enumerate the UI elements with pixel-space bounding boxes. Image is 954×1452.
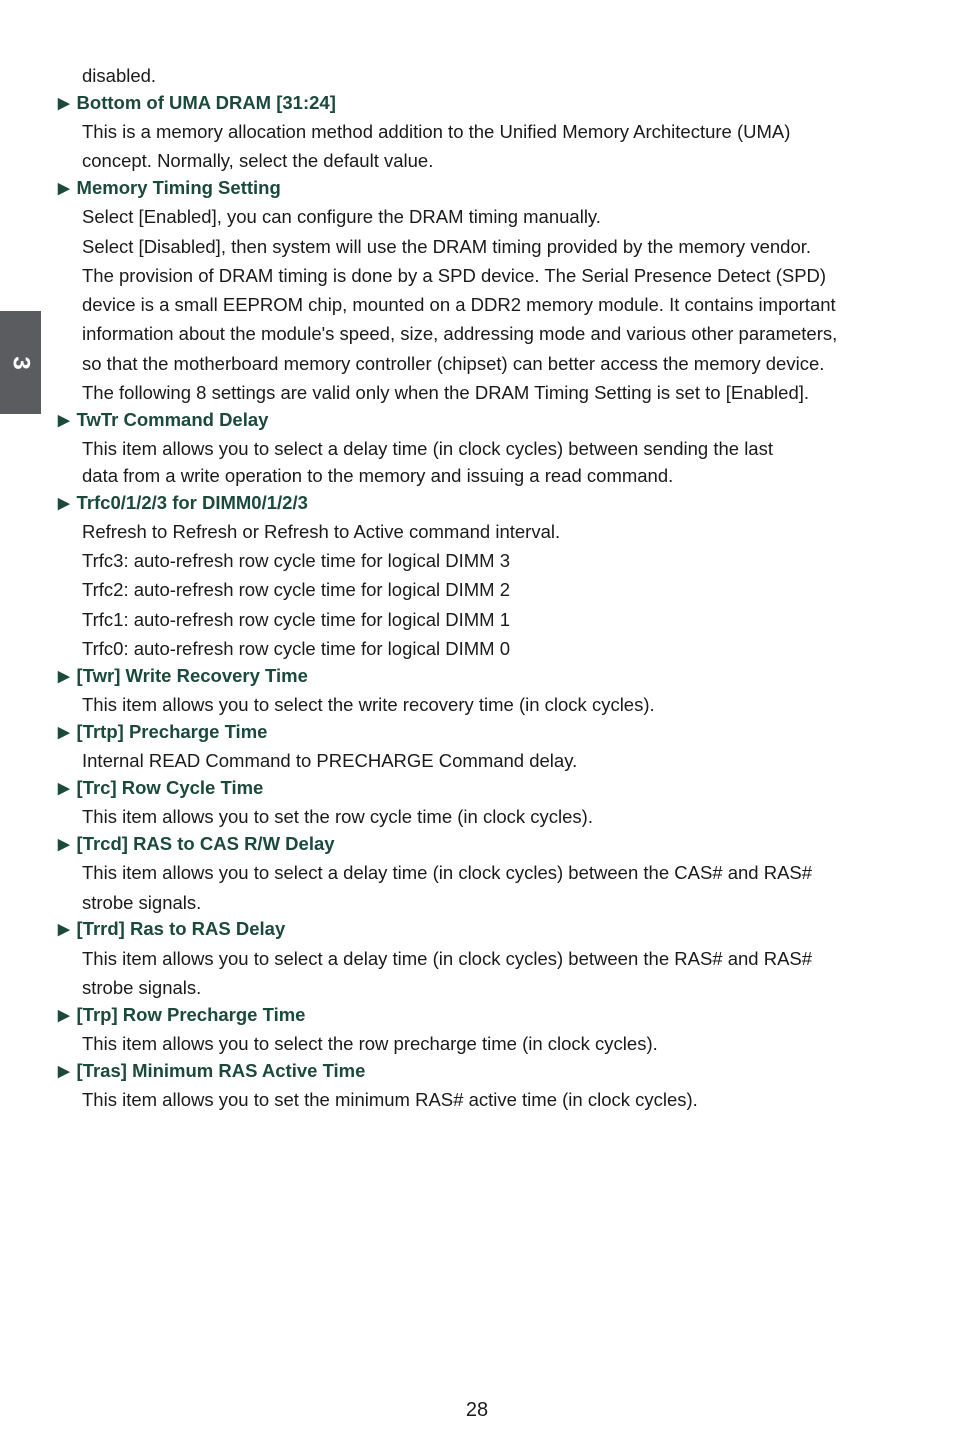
play-arrow-icon: ▶	[58, 1063, 70, 1080]
play-arrow-icon: ▶	[58, 495, 70, 512]
body-line: Select [Disabled], then system will use the DRAM timing provided by the memory vendor.	[82, 236, 812, 257]
body-line: This item allows you to set the minimum RAS# active time (in clock cycles).	[82, 1089, 698, 1110]
body-line: Trfc3: auto-refresh row cycle time for logical DIMM 3	[82, 550, 511, 571]
intro-tail-text: disabled.	[82, 65, 157, 86]
page-number: 28	[465, 1399, 489, 1421]
section-heading: ▶ [Twr] Write Recovery Time	[58, 665, 308, 686]
play-arrow-icon: ▶	[58, 412, 70, 429]
body-line: This item allows you to select a delay time (in clock cycles) between the CAS# and RAS#	[82, 862, 813, 883]
section-heading: ▶ [Tras] Minimum RAS Active Time	[58, 1060, 366, 1081]
section-heading: ▶ [Trc] Row Cycle Time	[58, 777, 264, 798]
body-line: Trfc2: auto-refresh row cycle time for logical DIMM 2	[82, 579, 511, 600]
section-heading: ▶ [Trcd] RAS to CAS R/W Delay	[58, 833, 335, 854]
play-arrow-icon: ▶	[58, 921, 70, 938]
body-line: This item allows you to select the write recovery time (in clock cycles).	[82, 694, 655, 715]
body-line: Internal READ Command to PRECHARGE Command delay.	[82, 750, 578, 771]
body-line: so that the motherboard memory controller (chipset) can better access the memory device.	[82, 353, 825, 374]
body-line: This item allows you to select a delay time (in clock cycles) between the RAS# and RAS#	[82, 948, 813, 969]
play-arrow-icon: ▶	[58, 668, 70, 685]
play-arrow-icon: ▶	[58, 180, 70, 197]
play-arrow-icon: ▶	[58, 95, 70, 112]
section-heading: ▶ Bottom of UMA DRAM [31:24]	[58, 92, 336, 113]
body-line: Trfc0: auto-refresh row cycle time for logical DIMM 0	[82, 638, 511, 659]
body-line: concept. Normally, select the default value.	[82, 150, 434, 171]
body-line: The following 8 settings are valid only when the DRAM Timing Setting is set to [Enabled].	[82, 382, 810, 403]
section-heading: ▶ [Trrd] Ras to RAS Delay	[58, 918, 286, 939]
section-heading: ▶ TwTr Command Delay	[58, 409, 269, 430]
play-arrow-icon: ▶	[58, 836, 70, 853]
body-line: strobe signals.	[82, 977, 202, 998]
section-heading: ▶ Trfc0/1/2/3 for DIMM0/1/2/3	[58, 492, 308, 513]
section-heading: ▶ [Trp] Row Precharge Time	[58, 1004, 306, 1025]
body-line: This item allows you to set the row cycle time (in clock cycles).	[82, 806, 593, 827]
chapter-tab-label: 3	[7, 355, 35, 370]
body-line: Refresh to Refresh or Refresh to Active command interval.	[82, 521, 561, 542]
body-line: data from a write operation to the memory and issuing a read command.	[82, 465, 674, 486]
play-arrow-icon: ▶	[58, 780, 70, 797]
section-heading: ▶ Memory Timing Setting	[58, 177, 281, 198]
play-arrow-icon: ▶	[58, 1007, 70, 1024]
body-line: This item allows you to select the row precharge time (in clock cycles).	[82, 1033, 658, 1054]
section-heading: ▶ [Trtp] Precharge Time	[58, 721, 268, 742]
body-line: This item allows you to select a delay time (in clock cycles) between sending the last	[82, 438, 773, 459]
chapter-tab	[0, 311, 41, 414]
body-line: device is a small EEPROM chip, mounted on a DDR2 memory module. It contains important	[82, 294, 836, 315]
body-line: Trfc1: auto-refresh row cycle time for logical DIMM 1	[82, 609, 511, 630]
play-arrow-icon: ▶	[58, 724, 70, 741]
body-line: This is a memory allocation method addition to the Unified Memory Architecture (UMA)	[82, 121, 791, 142]
body-line: The provision of DRAM timing is done by a SPD device. The Serial Presence Detect (SPD)	[82, 265, 827, 286]
body-line: strobe signals.	[82, 892, 202, 913]
body-line: Select [Enabled], you can configure the DRAM timing manually.	[82, 206, 601, 227]
body-line: information about the module's speed, size, addressing mode and various other parameters,	[82, 323, 838, 344]
